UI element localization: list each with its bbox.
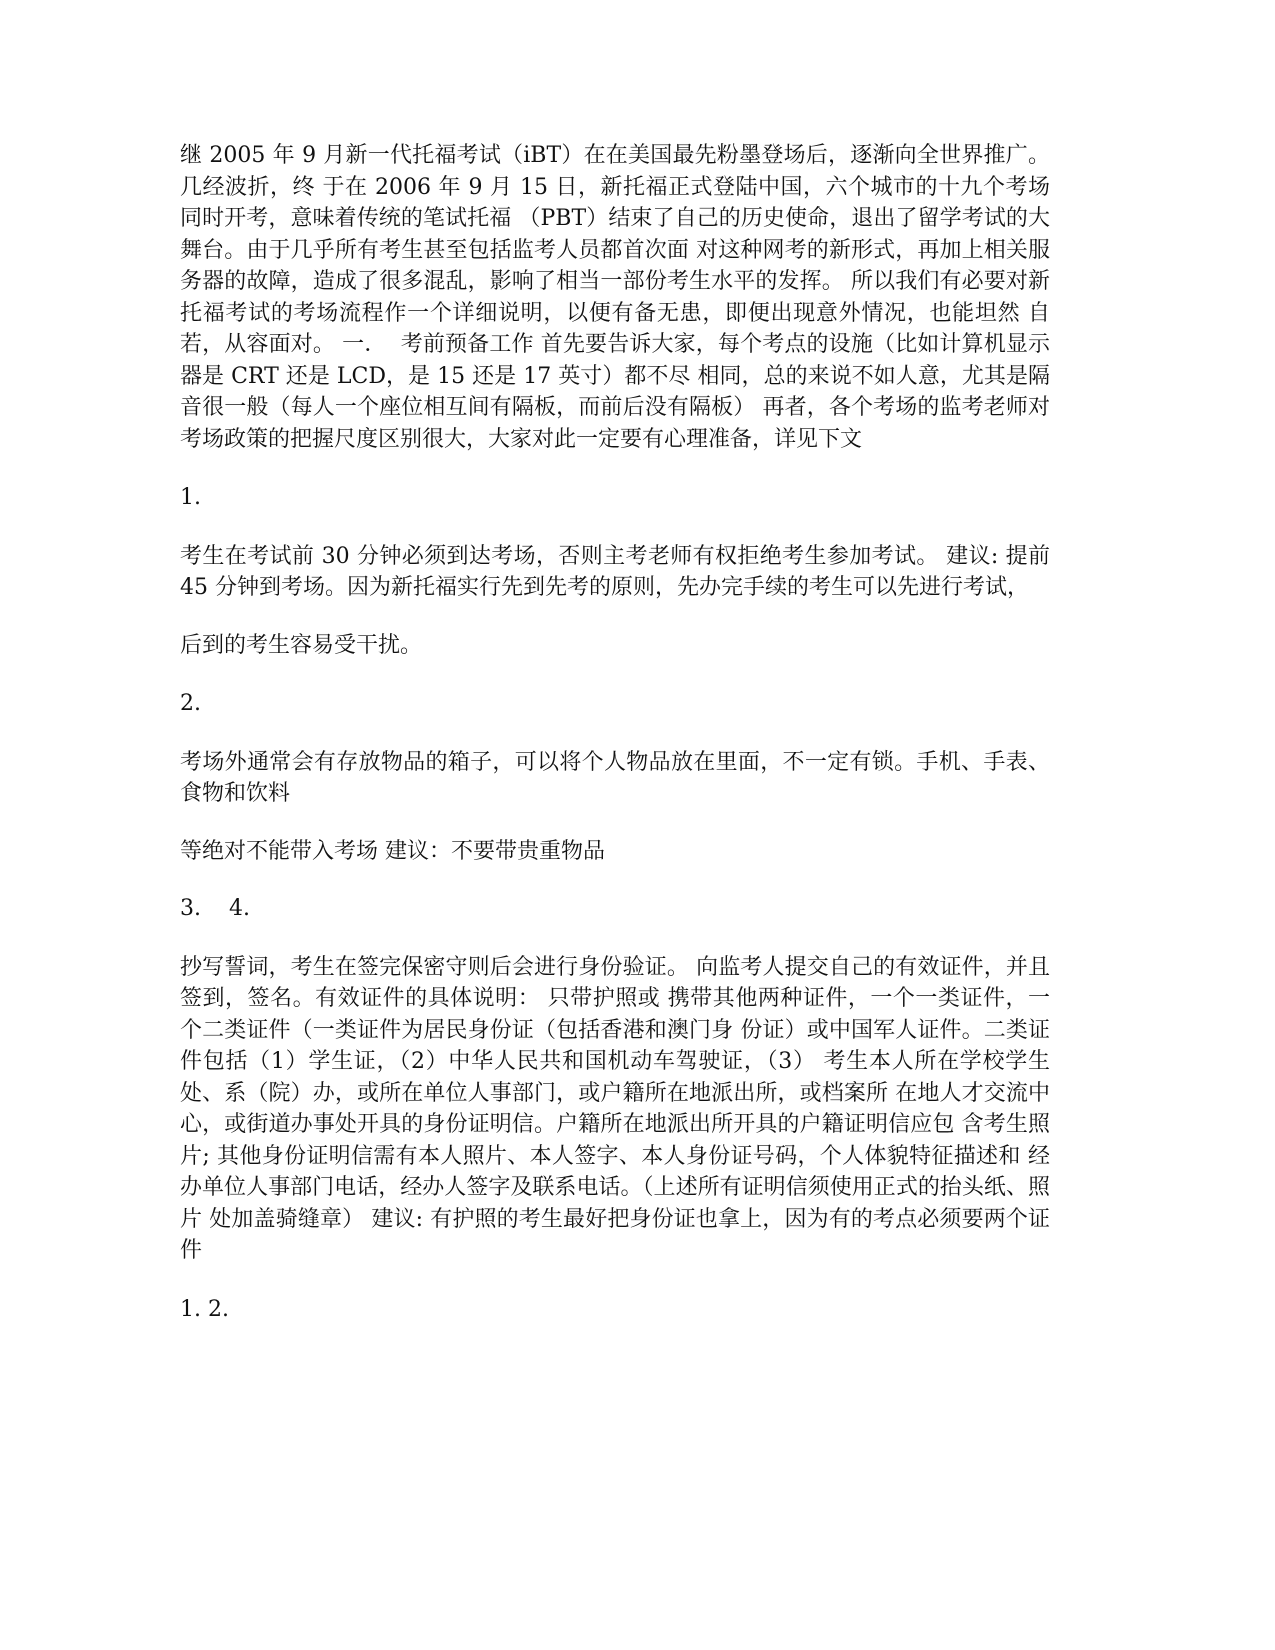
arrival-paragraph: 考生在考试前 30 分钟必须到达考场，否则主考老师有权拒绝考生参加考试。 建议: 提前 45 分钟到考场。因为新托福实行先到先考的原则，先办完手续的考生可以先进行考试， bbox=[180, 543, 1057, 600]
intro-paragraph: 继 2005 年 9 月新一代托福考试（iBT）在在美国最先粉墨登场后，逐渐向全世界推广。几经波折，终 于在 2006 年 9 月 15 日，新托福正式登陆中国，六个城市的十九个考场同时开考，意味着传统的笔试托福 （PBT）结束了自己的历史使命，退出了留学考试的大舞台。由于几乎所有考生甚至包括监考人员都首次面 对这种网考的新形式，再加上相关服务器的故障，造成了很多混乱，影响了相当一部份考生水平的发挥。 所以我们有必要对新托福考试的考场流程作一个详细说明，以便有备无患，即便出现意外情况，也能坦然 自若，从容面对。 一． 考前预备工作 首先要告诉大家，每个考点的设施（比如计算机显示器是 CRT 还是 LCD，是 15 还是 17 英寸）都不尽 相同，总的来说不如人意，尤其是隔音很一般（每人一个座位相互间有隔板，而前后没有隔板） 再者，各个考场的监考老师对考场政策的把握尺度区别很大，大家对此一定要有心理准备，详见下文 bbox=[180, 143, 1050, 452]
document-page bbox=[180, 140, 1057, 1325]
item-number-2: 2. bbox=[180, 691, 201, 716]
item-number-1: 1. bbox=[180, 485, 201, 510]
item-number-3-4: 3. 4. bbox=[180, 896, 250, 921]
storage-paragraph: 考场外通常会有存放物品的箱子，可以将个人物品放在里面，不一定有锁。手机、手表、食物和饮料 bbox=[180, 749, 1050, 806]
item-number-1-2: 1. 2. bbox=[180, 1296, 229, 1322]
arrival-note-paragraph: 后到的考生容易受干扰。 bbox=[180, 632, 423, 658]
storage-note-paragraph: 等绝对不能带入考场 建议：不要带贵重物品 bbox=[180, 838, 605, 864]
id-verification-paragraph: 抄写誓词，考生在签完保密守则后会进行身份验证。 向监考人提交自己的有效证件，并且签到，签名。有效证件的具体说明： 只带护照或 携带其他两种证件，一个一类证件，一个二类证件（一类证件为居民身份证（包括香港和澳门身 份证）或中国军人证件。二类证件包括（1）学生证，（2）中华人民共和国机动车驾驶证，（3） 考生本人所在学校学生处、系（院）办，或所在单位人事部门，或户籍所在地派出所，或档案所 在地人才交流中心，或街道办事处开具的身份证明信。户籍所在地派出所开具的户籍证明信应包 含考生照片; 其他身份证明信需有本人照片、本人签字、本人身份证号码，个人体貌特征描述和 经办单位人事部门电话，经办人签字及联系电话。（上述所有证明信须使用正式的抬头纸、照片 处加盖骑缝章） 建议: 有护照的考生最好把身份证也拿上，因为有的考点必须要两个证件 bbox=[180, 954, 1050, 1263]
